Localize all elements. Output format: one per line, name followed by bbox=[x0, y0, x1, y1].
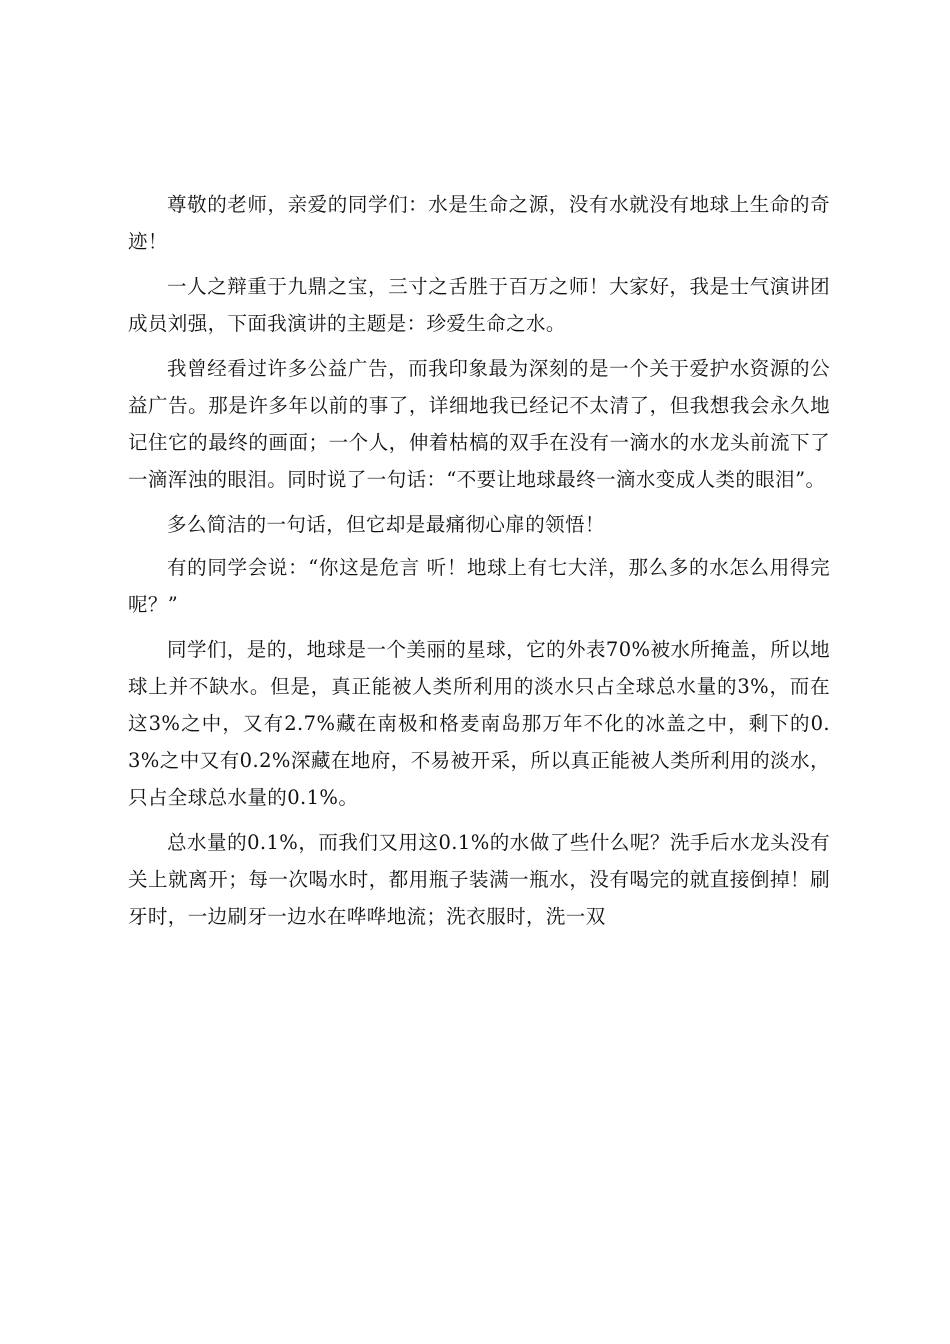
paragraph-greeting: 尊敬的老师，亲爱的同学们：水是生命之源，没有水就没有地球上生命的奇迹！ bbox=[128, 193, 830, 253]
paragraph-advertisement: 我曾经看过许多公益广告，而我印象最为深刻的是一个关于爱护水资源的公益广告。那是许多年以前的事了，详细地我已经记不太清了，但我想我会永久地记住它的最终的画面；一个人，伸着枯槁的双手在没有一滴水的水龙头前流下了一滴浑浊的眼泪。同时说了一句话：“不要让地球最终一滴水变成人类的眼泪”。 bbox=[128, 357, 830, 491]
paragraph-water-facts: 同学们，是的，地球是一个美丽的星球，它的外表70%被水所掩盖，所以地球上并不缺水。但是，真正能被人类所利用的淡水只占全球总水量的3%，而在这3%之中，又有2.7%藏在南极和格麦南岛那万年不化的冰盖之中，剩下的0.3%之中又有0.2%深藏在地府，不易被开采，所以真正能被人类所利用的淡水，只占全球总水量的0.1%。 bbox=[128, 638, 830, 809]
paragraph-insight: 多么简洁的一句话，但它却是最痛彻心扉的领悟！ bbox=[167, 513, 605, 536]
paragraph-introduction: 一人之辩重于九鼎之宝，三寸之舌胜于百万之师！大家好，我是士气演讲团成员刘强，下面我演讲的主题是：珍爱生命之水。 bbox=[128, 275, 830, 335]
paragraph-question: 有的同学会说：“你这是危言 听！地球上有七大洋，那么多的水怎么用得完呢？” bbox=[128, 556, 830, 616]
document-body bbox=[128, 186, 830, 943]
paragraph-water-usage: 总水量的0.1%，而我们又用这0.1%的水做了些什么呢？洗手后水龙头没有关上就离开；每一次喝水时，都用瓶子装满一瓶水，没有喝完的就直接倒掉！刷牙时，一边刷牙一边水在哗哗地流；洗衣服时，洗一双 bbox=[128, 831, 830, 928]
